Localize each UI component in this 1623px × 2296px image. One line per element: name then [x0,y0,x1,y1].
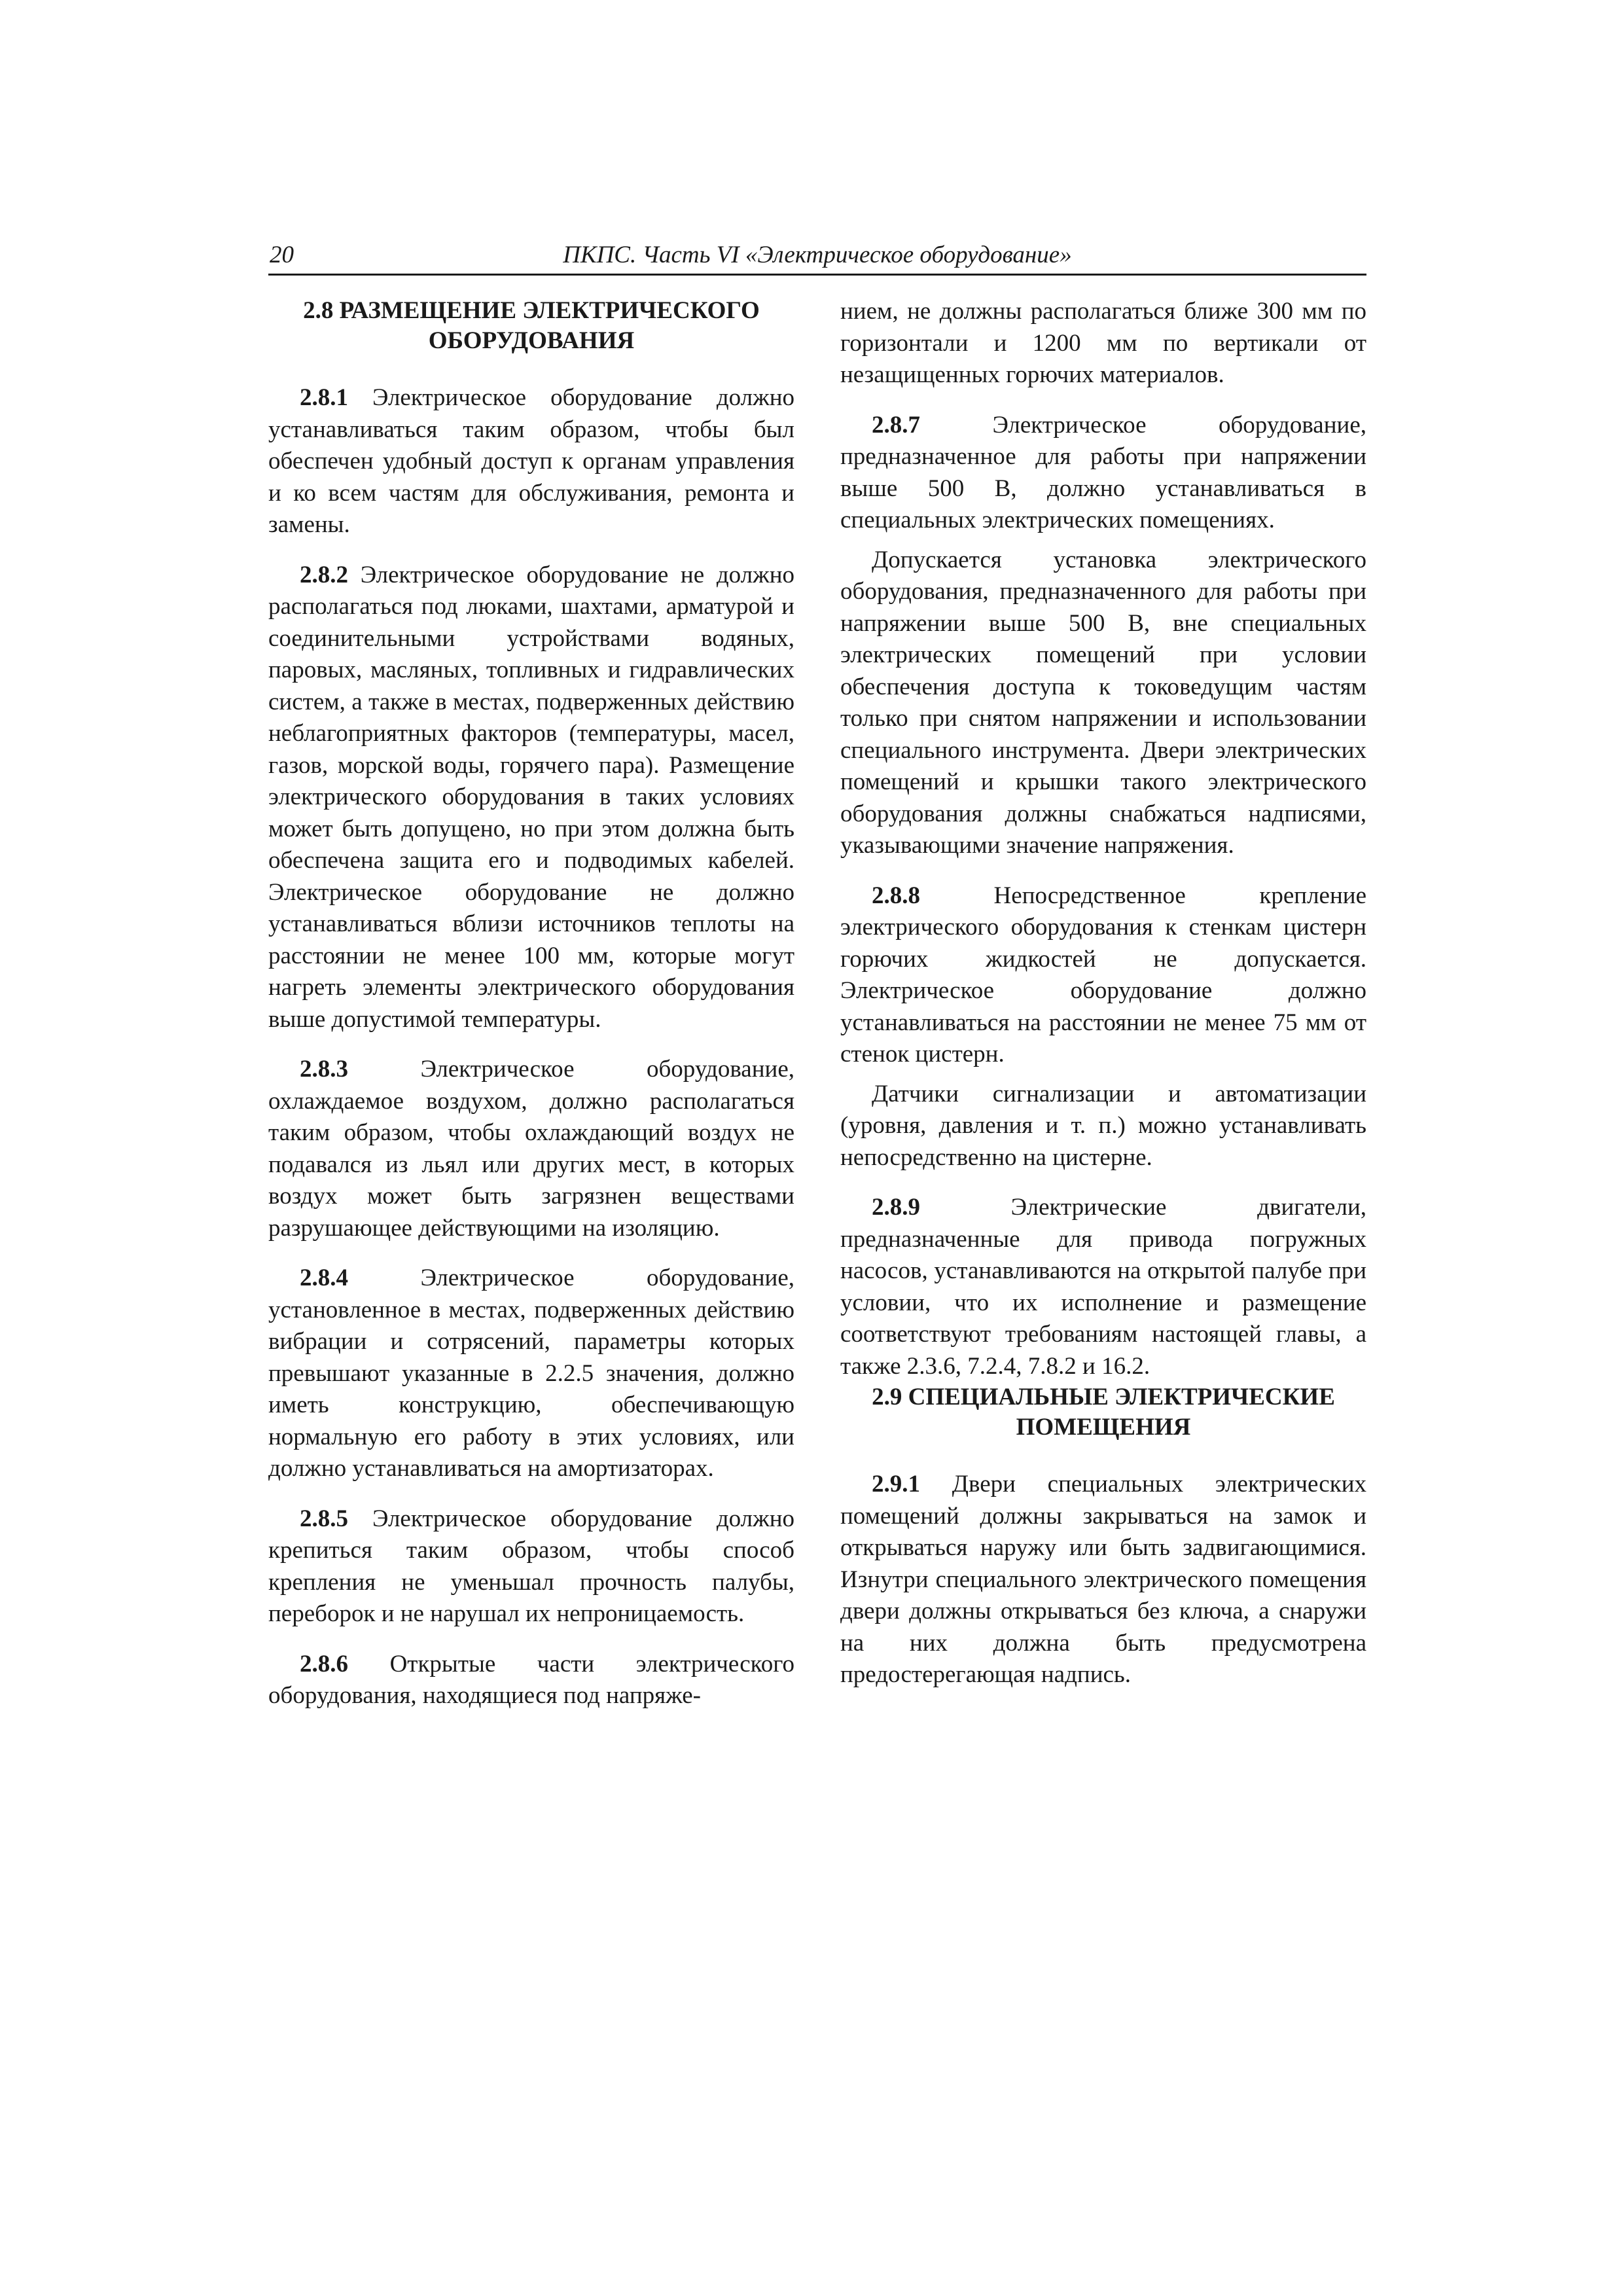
paragraph-2-8-8 [840,880,1366,1071]
paragraph-2-8-9 [840,1192,1366,1382]
clause-text: Электрическое оборудование должно устанавливаться таким образом, чтобы был обеспечен удобный доступ к органам управления и ко всем частям для обслуживания, ремонта и замены. [268,384,794,538]
paragraph-2-8-6 [268,1649,794,1712]
paragraph-2-8-5 [268,1503,794,1630]
paragraph-2-8-7 [840,410,1366,537]
clause-text: Электрические двигатели, предназначенные для привода погружных насосов, устанавливаются на открытой палубе при условии, что их исполнение и размещение соответствуют требованиям настоящей главы, а также 2.3.6, 7.2.4, 7.8.2 и 16.2. [840,1194,1366,1380]
clause-text: Открытые части электрического оборудования, находящиеся под напряже- [268,1650,795,1709]
paragraph-2-8-1 [268,382,794,541]
clause-number: 2.8.4 [300,1265,348,1291]
clause-text: Электрическое оборудование не должно располагаться под люками, шахтами, арматурой и соединительными устройствами водяных, паровых, масляных, топливных и гидравлических систем, а также в местах, подверженных действию неблагоприятных факторов (температуры, масел, газов, морской воды, горячего пара). Размещение электрического оборудования в таких условиях может быть допущено, но при этом должна быть обеспечена защита его и подводимых кабелей. Электрическое оборудование не должно устанавливаться вблизи источников теплоты на расстоянии не менее 100 мм, которые могут нагреть элементы электрического оборудования выше допустимой температуры. [268,561,795,1033]
clause-number: 2.8.7 [872,411,920,439]
clause-text: Непосредственное крепление электрического оборудования к стенкам цистерн горючих жидкостей не допускается. Электрическое оборудование должно устанавливаться на расстоянии не менее 75 мм от стенок цистерн. [840,882,1366,1067]
clause-number: 2.9.1 [872,1471,920,1498]
clause-text: Электрическое оборудование, предназначенное для работы при напряжении выше 500 В, должно устанавливаться в специальных электрических помещениях. [840,411,1366,533]
clause-number: 2.8.5 [300,1505,348,1532]
page-number: 20 [270,242,294,268]
clause-text: Электрическое оборудование, охлаждаемое воздухом, должно располагаться таким образом, чтобы охлаждающий воздух не подавался из льял или других мест, в которых воздух может быть загрязнен веществами разрушающее действующими на изоляцию. [268,1056,794,1242]
clause-text: Электрическое оборудование, установленное в местах, подверженных действию вибрации и сотрясений, параметры которых превышают указанные в 2.2.5 значения, должно иметь конструкцию, обеспечивающую нормальную его работу в этих условиях, или должно устанавливаться на амортизаторах. [268,1265,794,1482]
clause-number: 2.8.6 [300,1650,348,1677]
clause-text: Двери специальных электрических помещений должны закрываться на замок и открываться наружу или быть задвигающимися. Изнутри специального электрического помещения двери должны открываться без ключа, а снаружи на них должна быть предусмотрена предостерегающая надпись. [840,1471,1367,1688]
paragraph-2-8-6-continued: нием, не должны располагаться ближе 300 мм по горизонтали и 1200 мм по вертикали от незащищенных горючих материалов. [840,298,1366,388]
clause-number: 2.8.9 [872,1194,920,1221]
right-column [840,296,1366,1691]
running-title: ПКПС. Часть VI «Электрическое оборудование» [563,242,1072,268]
clause-number: 2.8.2 [300,561,348,588]
paragraph-2-8-8-second: Датчики сигнализации и автоматизации (уровня, давления и т. п.) можно устанавливать непосредственно на цистерне. [840,1080,1366,1171]
left-column [268,296,794,1712]
clause-text: Электрическое оборудование должно крепиться таким образом, чтобы способ крепления не уменьшал прочность палубы, переборок и не нарушал их непроницаемость. [268,1505,794,1627]
clause-number: 2.8.1 [300,384,348,411]
clause-number: 2.8.8 [872,882,920,909]
paragraph-2-8-4 [268,1263,794,1485]
paragraph-2-8-2 [268,560,794,1036]
section-title-2-8: 2.8 РАЗМЕЩЕНИЕ ЭЛЕКТРИЧЕСКОГО ОБОРУДОВАНИЯ [303,297,760,354]
paragraph-2-8-7-second: Допускается установка электрического оборудования, предназначенного для работы при напряжении выше 500 В, вне специальных электрических помещений при условии обеспечения доступа к токоведущим частям только при снятом напряжении и использовании специального инструмента. Двери электрических помещений и крышки такого электрического оборудования должны снабжаться надписями, указывающими значение напряжения. [840,546,1366,859]
clause-number: 2.8.3 [300,1056,348,1083]
page-header [268,241,1366,276]
paragraph-2-9-1 [840,1469,1366,1691]
paragraph-2-8-3 [268,1054,794,1244]
section-title-2-9: 2.9 СПЕЦИАЛЬНЫЕ ЭЛЕКТРИЧЕСКИЕ ПОМЕЩЕНИЯ [872,1384,1335,1441]
